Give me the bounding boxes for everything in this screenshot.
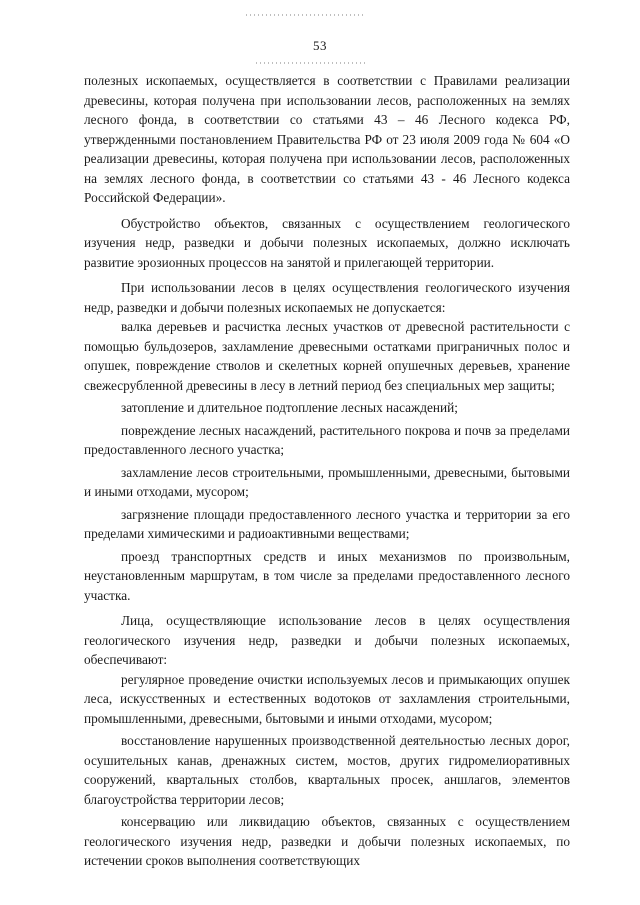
list-item-felling: валка деревьев и расчистка лесных участков от древесной растительности с помощью бульдозеров, захламление древесными остатками приграничных полос и опушек, повреждение стволов и скелетных корней опушечных деревьев, хранение свежесрубленной древесины в лесу в летний период без специальных мер защиты; bbox=[84, 319, 570, 393]
paragraph-erosion: Обустройство объектов, связанных с осуществлением геологического изучения недр, разведки и добычи полезных ископаемых, должно исключать развитие эрозионных процессов на занятой и прилегающей территории. bbox=[84, 215, 570, 270]
list-item-cleaning: регулярное проведение очистки используемых лесов и примыкающих опушек леса, искусственных и естественных водотоков от захламления строительными, промышленными, древесными, бытовыми и иными отходами, мусором; bbox=[84, 671, 570, 726]
document-body bbox=[84, 71, 570, 871]
paragraph-prohibited-intro: При использовании лесов в целях осуществления геологического изучения недр, разведки и добычи полезных ископаемых не допускается: bbox=[84, 280, 570, 315]
paragraph-timber-rules: полезных ископаемых, осуществляется в соответствии с Правилами реализации древесины, которая получена при использовании лесов, расположенных на землях лесного фонда, в соответствии со статьями 43 – 46 Лесного кодекса РФ, утвержденными постановлением Правительства РФ от 23 июля 2009 года № 604 «О реализации древесины, которая получена при использовании лесов, расположенных на землях лесного фонда, в соответствии со статьями 43 - 46 Лесного кодекса Российской Федерации». bbox=[84, 73, 570, 205]
list-item-flooding: затопление и длительное подтопление лесных насаждений; bbox=[121, 400, 458, 415]
scan-noise-top bbox=[246, 14, 366, 16]
list-item-damage: повреждение лесных насаждений, растительного покрова и почв за пределами предоставленного лесного участка; bbox=[84, 422, 570, 457]
list-item-pollution: загрязнение площади предоставленного лесного участка и территории за его пределами химическими и радиоактивными веществами; bbox=[84, 506, 570, 541]
list-item-restoration: восстановление нарушенных производственной деятельностью лесных дорог, осушительных канав, дренажных систем, мостов, других гидромелиоративных сооружений, квартальных столбов, квартальных просек, аншлагов, элементов благоустройства территории лесов; bbox=[84, 733, 570, 807]
list-item-littering: захламление лесов строительными, промышленными, древесными, бытовыми и иными отходами, мусором; bbox=[84, 464, 570, 499]
scan-noise-header bbox=[256, 62, 366, 64]
page-number: 53 bbox=[313, 38, 327, 53]
list-item-vehicles: проезд транспортных средств и иных механизмов по произвольным, неустановленным маршрутам, в том числе за пределами предоставленного лесного участка. bbox=[84, 548, 570, 603]
list-item-conservation: консервацию или ликвидацию объектов, связанных с осуществлением геологического изучения недр, разведки и добычи полезных ископаемых, по истечении сроков выполнения соответствующих bbox=[84, 814, 570, 868]
paragraph-obligations-intro: Лица, осуществляющие использование лесов в целях осуществления геологического изучения недр, разведки и добычи полезных ископаемых, обеспечивают: bbox=[84, 613, 570, 667]
